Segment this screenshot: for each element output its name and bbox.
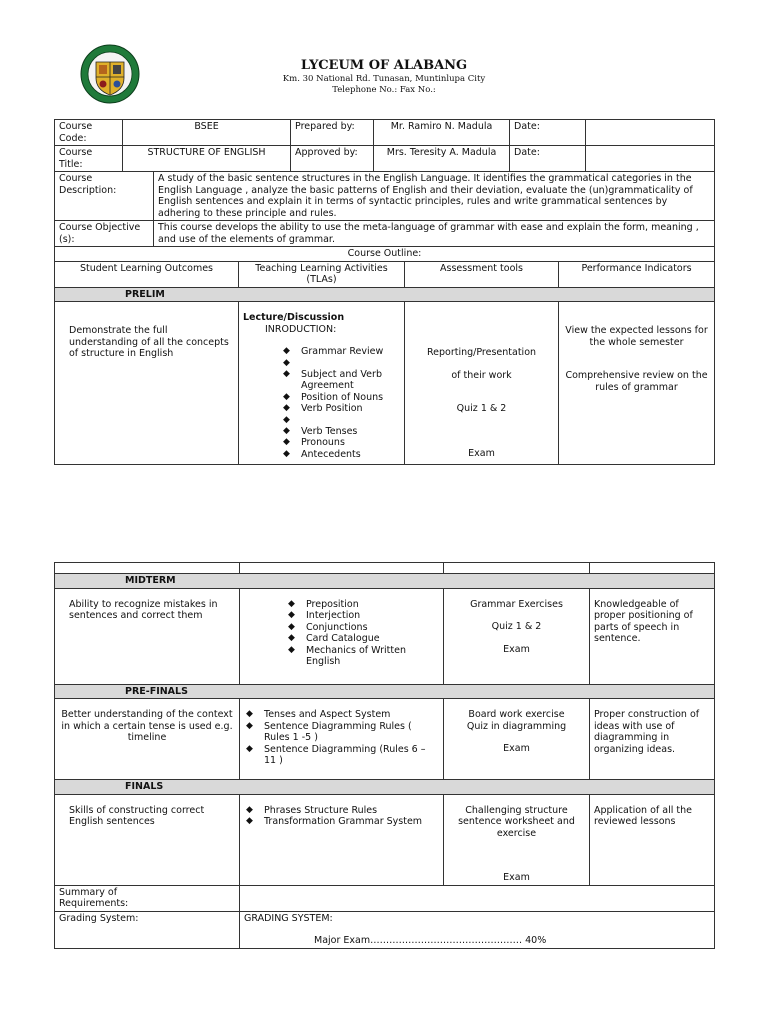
prelim-assess-3: Quiz 1 & 2 <box>456 403 507 414</box>
column-headers-row <box>55 261 715 287</box>
prefinals-label: PRE-FINALS <box>55 684 715 699</box>
prefinals-tla-list <box>244 709 439 767</box>
list-item: ◆ Tenses and Aspect System <box>244 709 439 721</box>
course-objective-row <box>55 221 715 247</box>
prelim-assess-1: Reporting/Presentation <box>426 347 537 358</box>
summary-label: Summary of Requirements: <box>55 885 240 911</box>
finals-tla-list <box>244 805 439 828</box>
course-description-row <box>55 172 715 221</box>
col-header-assessment: Assessment tools <box>405 261 559 287</box>
course-title-value: STRUCTURE OF ENGLISH <box>123 146 291 172</box>
course-outline-label: Course Outline: <box>55 247 715 262</box>
finals-assess-2: sentence worksheet and exercise <box>458 816 575 839</box>
prelim-tla-intro: INRODUCTION: <box>265 323 337 335</box>
prelim-assess-4: Exam <box>468 447 495 459</box>
finals-performance: Application of all the reviewed lessons <box>590 794 715 885</box>
midterm-performance: Knowledgeable of proper positioning of parts of speech in sentence. <box>590 588 715 684</box>
finals-row <box>55 794 715 885</box>
list-item: ◆ Sentence Diagramming (Rules 6 – 11 ) <box>244 744 439 767</box>
prefinals-assess-2: Quiz in diagramming <box>466 720 567 732</box>
list-item: ◆ Grammar Review <box>281 346 400 358</box>
approved-by-label: Approved by: <box>291 146 374 172</box>
course-code-value: BSEE <box>123 120 291 146</box>
date-label: Date: <box>510 120 586 146</box>
grading-cell <box>240 911 715 948</box>
prelim-label: PRELIM <box>55 287 715 302</box>
prefinals-performance: Proper construction of ideas with use of diagramming in organizing ideas. <box>590 699 715 780</box>
midterm-label: MIDTERM <box>55 574 715 589</box>
prelim-assessment-cell <box>405 302 559 465</box>
prefinals-assessment-cell <box>444 699 590 780</box>
prelim-perf-1: View the expected lessons for the whole semester <box>565 325 708 348</box>
list-item: ◆ Preposition <box>286 599 439 611</box>
course-syllabus-table-continued <box>54 562 715 949</box>
date-value <box>586 120 715 146</box>
prelim-row <box>55 302 715 465</box>
midterm-assess-3: Exam <box>503 643 530 655</box>
list-item: ◆ Conjunctions <box>286 622 439 634</box>
course-code-label: Course Code: <box>55 120 123 146</box>
midterm-outcome: Ability to recognize mistakes in sentences and correct them <box>55 588 240 684</box>
course-syllabus-table <box>54 119 715 465</box>
prefinals-assess-1: Board work exercise <box>468 709 565 720</box>
course-outline-row <box>55 247 715 262</box>
list-item: ◆ Phrases Structure Rules <box>244 805 439 817</box>
spacer-row <box>55 563 715 574</box>
list-item: ◆ Antecedents <box>281 449 400 461</box>
finals-assess-1: Challenging structure <box>465 804 568 816</box>
prelim-performance-cell <box>559 302 715 465</box>
midterm-band <box>55 574 715 589</box>
date-label-2: Date: <box>510 146 586 172</box>
prefinals-assess-3: Exam <box>503 743 530 754</box>
midterm-row <box>55 588 715 684</box>
prefinals-row <box>55 699 715 780</box>
summary-value <box>240 885 715 911</box>
school-address: Km. 30 National Rd. Tunasan, Muntinlupa City <box>282 74 486 84</box>
list-item: ◆ Verb Position <box>281 403 400 415</box>
prelim-tla-cell <box>239 302 405 465</box>
midterm-assessment-cell <box>444 588 590 684</box>
summary-row <box>55 885 715 911</box>
list-item: ◆ Pronouns <box>281 437 400 449</box>
school-phone: Telephone No.: Fax No.: <box>332 85 436 95</box>
course-objective-text: This course develops the ability to use the meta-language of grammar with ease and explain the form, meaning , and use of the elements of grammar. <box>154 221 715 247</box>
col-header-tla: Teaching Learning Activities (TLAs) <box>239 261 405 287</box>
date-value-2 <box>586 146 715 172</box>
prefinals-tla-cell <box>240 699 444 780</box>
prelim-tla-list <box>243 346 400 460</box>
grading-row <box>55 911 715 948</box>
finals-tla-cell <box>240 794 444 885</box>
col-header-outcomes: Student Learning Outcomes <box>55 261 239 287</box>
finals-assessment-cell <box>444 794 590 885</box>
list-item: ◆ Verb Tenses <box>281 426 400 438</box>
course-code-row <box>55 120 715 146</box>
midterm-assess-2: Quiz 1 & 2 <box>491 621 542 632</box>
prelim-tla-heading: Lecture/Discussion <box>243 312 345 323</box>
list-item: ◆ Transformation Grammar System <box>244 816 439 828</box>
midterm-assess-1: Grammar Exercises <box>470 598 563 610</box>
prepared-by-label: Prepared by: <box>291 120 374 146</box>
finals-label: FINALS <box>55 780 715 795</box>
list-item: ◆ Interjection <box>286 610 439 622</box>
finals-band <box>55 780 715 795</box>
grading-heading: GRADING SYSTEM: <box>244 912 333 924</box>
finals-assess-3: Exam <box>503 872 530 883</box>
prefinals-outcome: Better understanding of the context in which a certain tense is used e.g. timeline <box>55 699 240 780</box>
list-item: ◆ Sentence Diagramming Rules ( Rules 1 -5 ) <box>244 721 439 744</box>
list-item: ◆ Mechanics of Written English <box>286 645 439 668</box>
col-header-performance: Performance Indicators <box>559 261 715 287</box>
prepared-by-value: Mr. Ramiro N. Madula <box>374 120 510 146</box>
course-objective-label: Course Objective (s): <box>55 221 154 247</box>
school-name: LYCEUM OF ALABANG <box>300 58 468 73</box>
prelim-band <box>55 287 715 302</box>
prelim-outcome: Demonstrate the full understanding of all the concepts of structure in English <box>55 302 239 465</box>
list-item: ◆ Position of Nouns <box>281 392 400 404</box>
midterm-tla-cell <box>240 588 444 684</box>
list-item: ◆ Subject and Verb Agreement <box>281 369 400 392</box>
finals-outcome: Skills of constructing correct English sentences <box>55 794 240 885</box>
prelim-perf-2: Comprehensive review on the rules of grammar <box>565 370 708 393</box>
major-exam-line: Major Exam………………………………………… 40% <box>314 935 547 946</box>
course-title-row <box>55 146 715 172</box>
approved-by-value: Mrs. Teresity A. Madula <box>374 146 510 172</box>
course-title-label: Course Title: <box>55 146 123 172</box>
course-description-label: Course Description: <box>55 172 154 221</box>
course-description-text: A study of the basic sentence structures in the English Language. It identifies the grammatical categories in the English Language , analyze the basic patterns of English and their deviation, evaluate the (un)grammaticality of English sentences and explain it in terms of syntactic principles, rules and write grammatical sentences by adhering to these principle and rules. <box>154 172 715 221</box>
grading-label: Grading System: <box>55 911 240 948</box>
midterm-tla-list <box>244 599 439 668</box>
list-item: ◆ Card Catalogue <box>286 633 439 645</box>
prefinals-band <box>55 684 715 699</box>
prelim-assess-2: of their work <box>451 369 512 381</box>
